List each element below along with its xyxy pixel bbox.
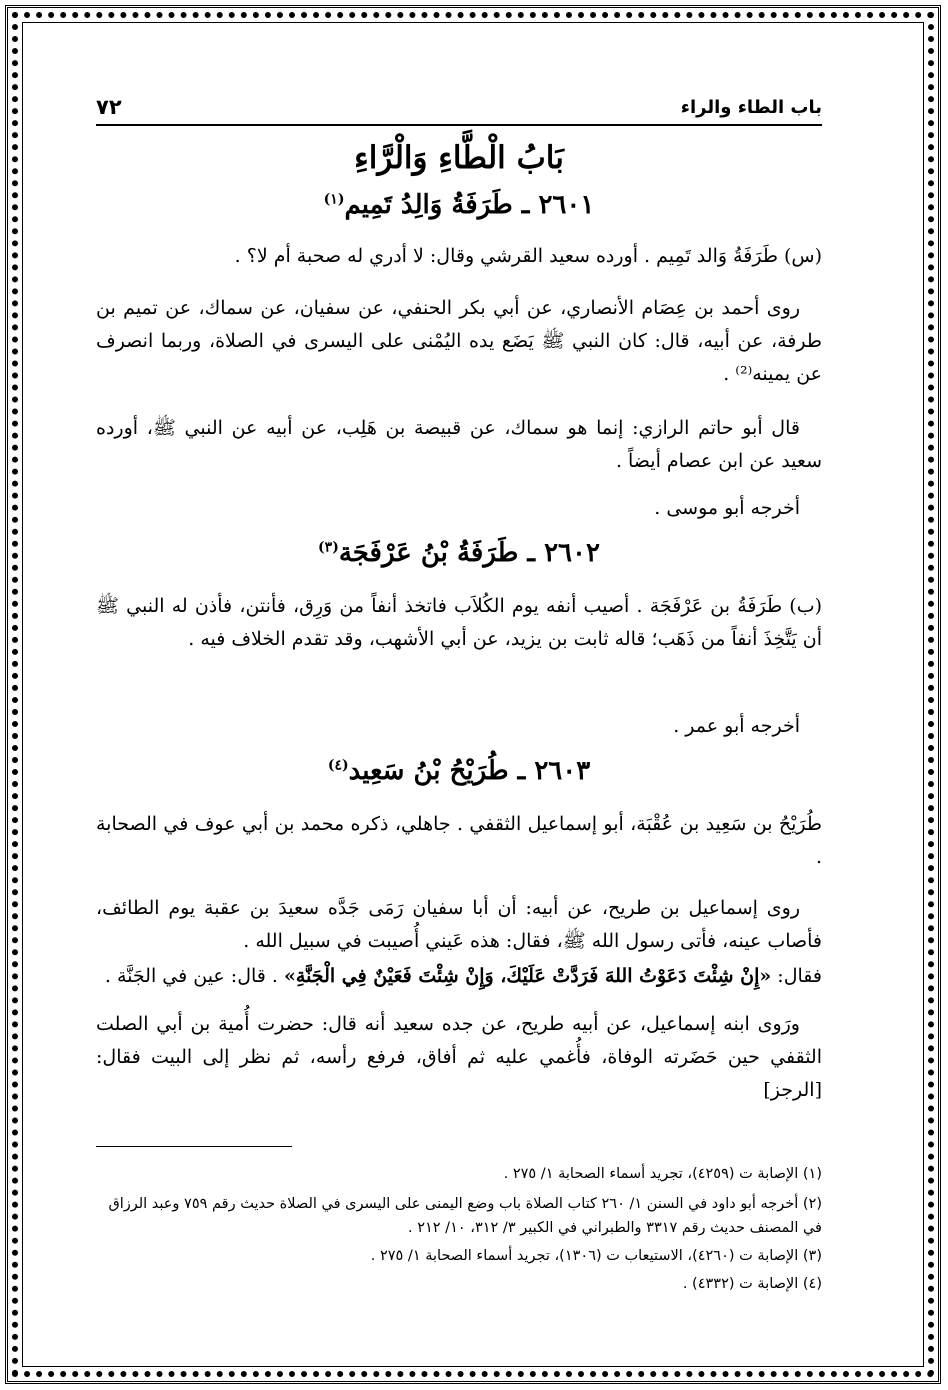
footnote-3: (٣) الإصابة ت (٤٢٦٠)، الاستيعاب ت (١٣٠٦)، تجريد أسماء الصحابة ١/ ٢٧٥ . bbox=[370, 1248, 822, 1264]
hadith-quote-line bbox=[96, 960, 822, 993]
quote-tail: . قال: عين في الجَنَّة . bbox=[104, 965, 285, 987]
footnote-separator bbox=[96, 1146, 292, 1147]
footnote-1: (١) الإصابة ت (٤٢٥٩)، تجريد أسماء الصحابة ١/ ٢٧٥ . bbox=[503, 1166, 822, 1182]
entry-title-text: ٢٦٠٢ ـ طَرَفَةُ بْنُ عَرْفَجَة bbox=[338, 538, 600, 568]
footnote-ref: (٣) bbox=[318, 539, 339, 556]
entry-paragraph: أخرجه أبو موسى . bbox=[654, 497, 800, 519]
footnote-ref: (٤) bbox=[327, 757, 349, 774]
running-title: باب الطاء والراء bbox=[680, 96, 822, 118]
entry-title-2601 bbox=[96, 190, 822, 220]
page-header bbox=[96, 90, 822, 126]
footnote-4: (٤) الإصابة ت (٤٣٣٢) . bbox=[682, 1276, 822, 1292]
page-number: ٧٢ bbox=[96, 95, 122, 119]
entry-title-text: ٢٦٠١ ـ طَرَفَةُ وَالِدُ تَمِيم bbox=[344, 190, 595, 220]
entry-title-2603 bbox=[96, 756, 822, 786]
entry-paragraph: (ب) طَرَفَةُ بن عَرْفَجَة . أصيب أنفه يوم الكُلاَب فاتخذ أنفاً من وَرِق، فأنتن، فأذن له النبي ﷺ أن يَتَّخِذَ أنفاً من ذَهَب؛ قاله ثابت بن يزيد، عن أبي الأشهب، وقد تقدم الخلاف فيه . bbox=[96, 595, 822, 650]
chapter-title: بَابُ الْطَّاءِ وَالْرَّاءِ bbox=[354, 140, 564, 176]
entry-paragraph: أخرجه أبو عمر . bbox=[673, 715, 800, 737]
entry-paragraph: ورَوى ابنه إسماعيل، عن أبيه طريح، عن جده سعيد أنه قال: حضرت أُمية بن أبي الصلت الثقفي حين حَضَرته الوفاة، فأُغمي عليه ثم أفاق، فرفع رأسه، ثم نظر إلى البيت فقال: [الرجز] bbox=[96, 1013, 822, 1101]
entry-title-text: ٢٦٠٣ ـ طُرَيْحُ بْنُ سَعِيد bbox=[348, 756, 591, 786]
entry-paragraph: روى إسماعيل بن طريح، عن أبيه: أن أبا سفيان رَمَى جَدَّه سعيدَ بن عقبة يوم الطائف، فأصاب عينه، فأتى رسول الله ﷺ، فقال: هذه عَيني أُصيبت في سبيل الله . bbox=[96, 897, 822, 952]
hadith-quote: «إِنْ شِئْتَ دَعَوْتُ اللهَ فَرَدَّتْ عَلَيْكَ، وَإِنْ شِئْتَ فَعَيْنٌ فِي الْجَنَّةِ» bbox=[284, 965, 772, 987]
entry-paragraph: روى أحمد بن عِصَام الأنصاري، عن أبي بكر الحنفي، عن سفيان، عن سماك، عن تميم بن طرفة، عن أبيه، قال: كان النبي ﷺ يَضَع يده اليُمْنى على اليسرى في الصلاة، وربما انصرف عن يمينه⁽²⁾ . bbox=[96, 297, 822, 385]
entry-paragraph: طُرَيْحُ بن سَعِيد بن عُقْبَة، أبو إسماعيل الثقفي . جاهلي، ذكره محمد بن أبي عوف في الصحابة . bbox=[96, 813, 822, 868]
footnote-ref: (١) bbox=[323, 191, 345, 208]
book-page bbox=[96, 78, 822, 1348]
entry-title-2602 bbox=[96, 538, 822, 568]
entry-paragraph: (س) طَرَفَةُ وَالد تَمِيم . أورده سعيد القرشي وقال: لا أدري له صحبة أم لا؟ . bbox=[234, 245, 822, 267]
quote-lead: فقال: bbox=[771, 965, 822, 987]
footnote-2: (٢) أخرجه أبو داود في السنن ١/ ٢٦٠ كتاب الصلاة باب وضع اليمنى على اليسرى في الصلاة حديث رقم ٧٥٩ وعبد الرزاق في المصنف حديث رقم ٣٣١٧ والطبراني في الكبير ٣/ ٣١٢، ١٠/ ٢١٢ . bbox=[108, 1196, 822, 1236]
entry-paragraph: قال أبو حاتم الرازي: إنما هو سماك، عن قبيصة بن هَلِب، عن أبيه عن النبي ﷺ، أورده سعيد عن ابن عصام أيضاً . bbox=[96, 417, 822, 472]
